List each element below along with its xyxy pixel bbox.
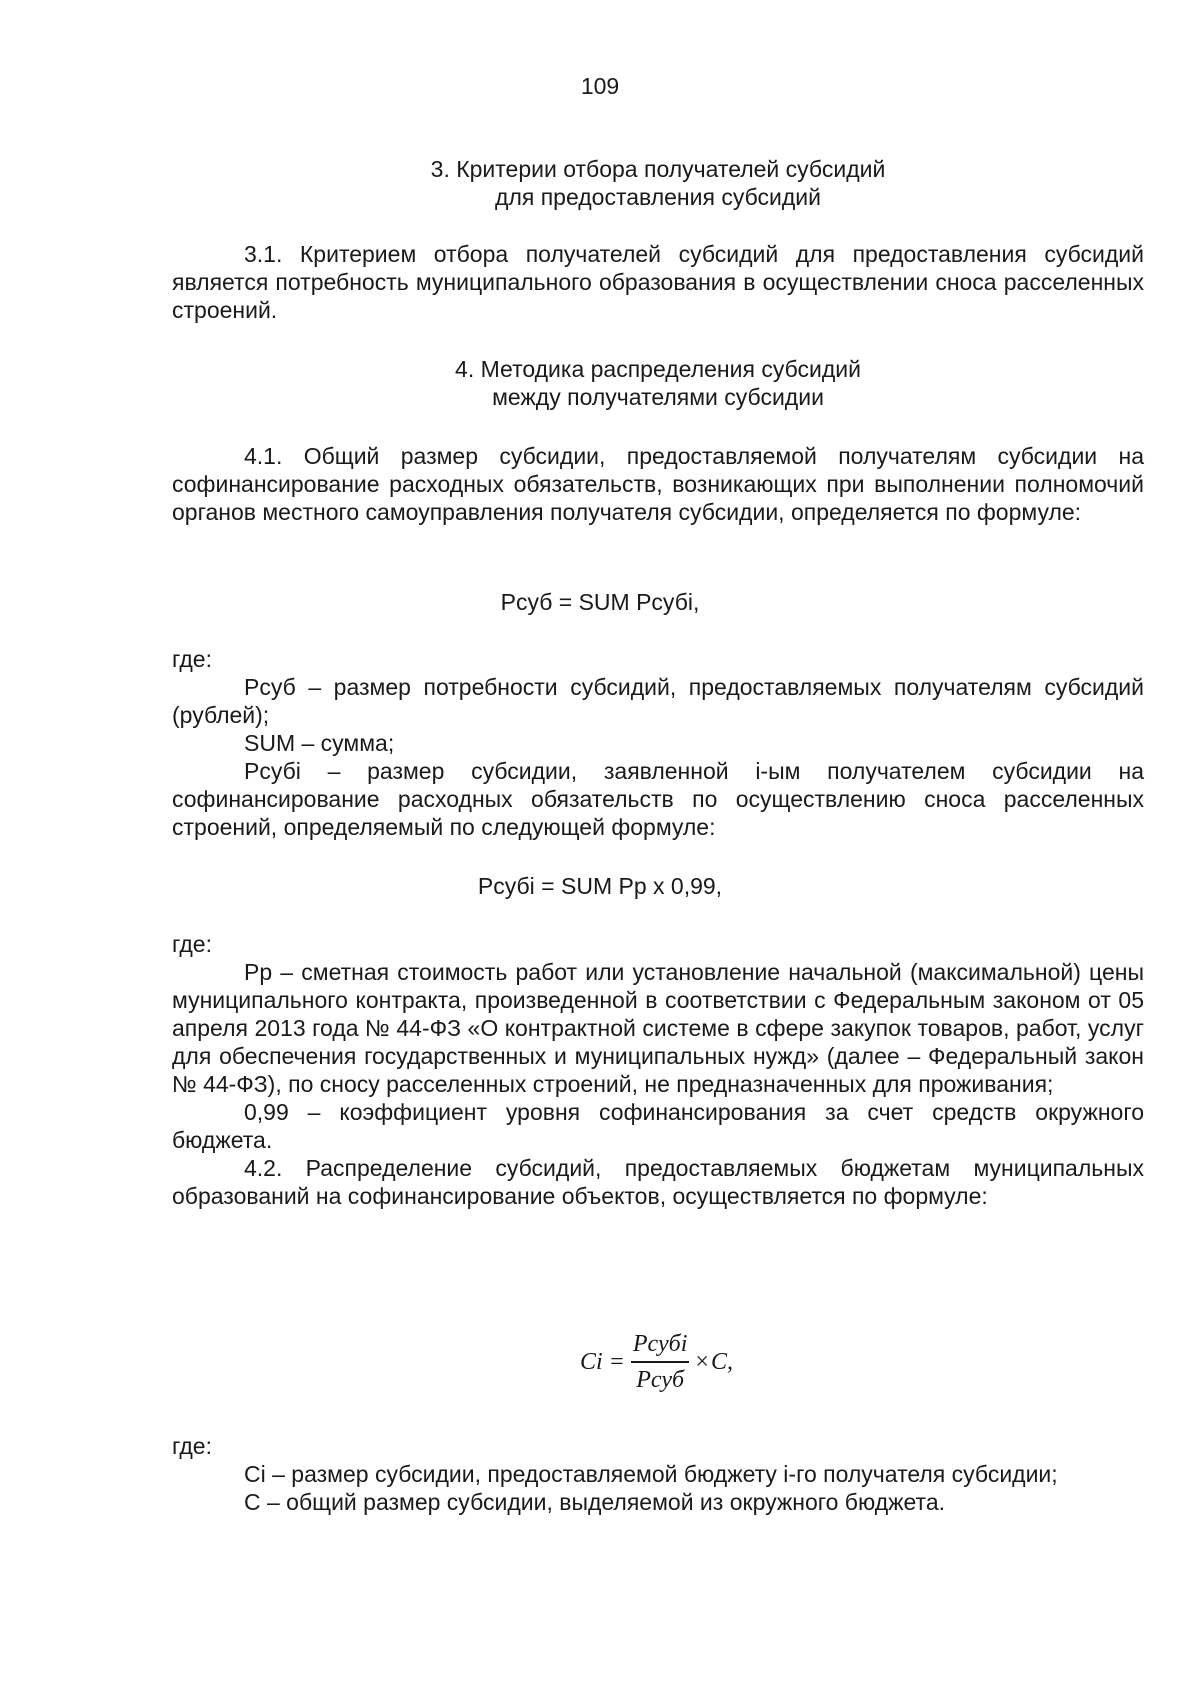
paragraph-4-2: 4.2. Распределение субсидий, предоставляемых бюджетам муниципальных образований на софинансирование объектов, осуществляется по формуле:	[172, 1155, 1144, 1209]
section-3-heading	[172, 155, 1144, 211]
definition-sum: SUM – сумма;	[244, 730, 395, 756]
formula-ci	[580, 1324, 733, 1400]
where-label-1: где:	[172, 646, 212, 672]
paragraph-4-1: 4.1. Общий размер субсидии, предоставляемой получателям субсидии на софинансирование расходных обязательств, возникающих при выполнении полномочий органов местного самоуправления получателя субсидии, определяется по формуле:	[172, 443, 1144, 525]
formula-rsub: Рсуб = SUM Рсубi,	[500, 589, 700, 615]
formula-rsubi: Рсубi = SUM Рр х 0,99,	[477, 873, 723, 899]
formula-ci-rhs: C,	[710, 1349, 733, 1375]
formula-ci-numerator: Рсубi	[631, 1329, 690, 1363]
definition-ci: Ci – размер субсидии, предоставляемой бюджету i-го получателя субсидии;	[244, 1461, 1058, 1487]
formula-ci-times: ×	[695, 1349, 709, 1375]
where-label-2: где:	[172, 931, 212, 957]
section-3-heading-line-1: 3. Критерии отбора получателей субсидий	[430, 156, 886, 182]
definition-coefficient: 0,99 – коэффициент уровня софинансирования за счет средств окружного бюджета.	[172, 1099, 1144, 1153]
definition-c: С – общий размер субсидии, выделяемой из окружного бюджета.	[244, 1489, 946, 1515]
formula-ci-denominator: Рсуб	[636, 1367, 685, 1393]
section-3-heading-line-2: для предоставления субсидий	[495, 184, 821, 210]
where-label-3: где:	[172, 1433, 212, 1459]
paragraph-3-1: 3.1. Критерием отбора получателей субсидий для предоставления субсидий является потребность муниципального образования в осуществлении сноса расселенных строений.	[172, 241, 1144, 323]
definition-rr: Рр – сметная стоимость работ или установление начальной (максимальной) цены муниципального контракта, произведенной в соответствии с Федеральным законом от 05 апреля 2013 года № 44-ФЗ «О контрактной системе в сфере закупок товаров, работ, услуг для обеспечения государственных и муниципальных нужд» (далее – Федеральный закон № 44-ФЗ), по сносу расселенных строений, не предназначенных для проживания;	[172, 959, 1144, 1097]
formula-ci-fraction	[631, 1329, 690, 1395]
section-4-heading	[172, 355, 1144, 411]
definition-rsub: Рсуб – размер потребности субсидий, предоставляемых получателям субсидий (рублей);	[172, 674, 1144, 728]
definition-rsubi: Рсубi – размер субсидии, заявленной i-ым получателем субсидии на софинансирование расходных обязательств по осуществлению сноса расселенных строений, определяемый по следующей формуле:	[172, 758, 1144, 840]
formula-ci-lhs: Ci =	[580, 1349, 625, 1375]
section-4-heading-line-1: 4. Методика распределения субсидий	[455, 356, 861, 382]
page-number: 109	[580, 73, 620, 99]
section-4-heading-line-2: между получателями субсидии	[492, 384, 824, 410]
